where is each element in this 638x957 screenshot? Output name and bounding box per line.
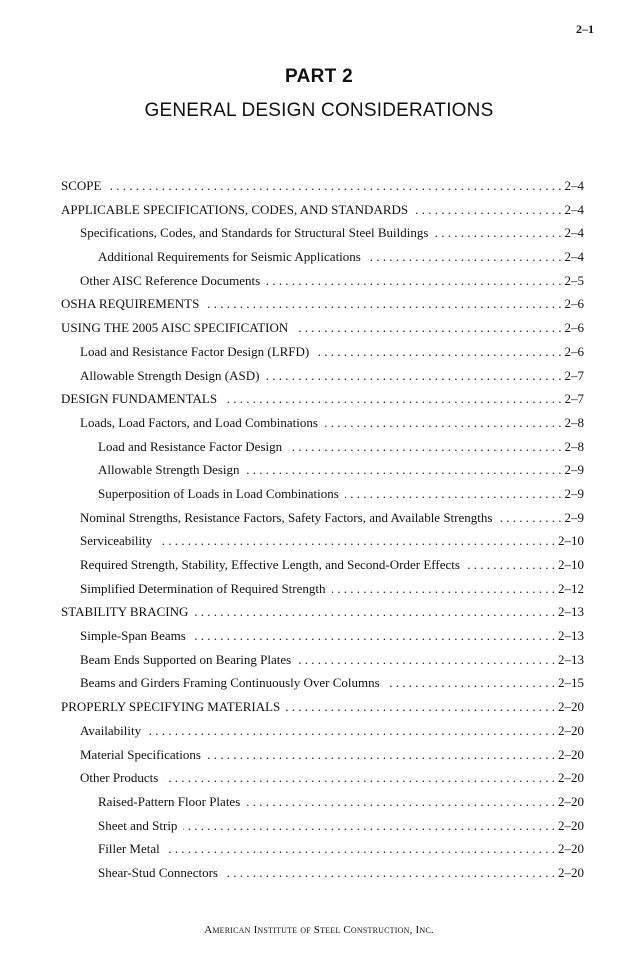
toc-entry-title: Superposition of Loads in Load Combinations (98, 485, 339, 501)
toc-entry[interactable] (61, 415, 584, 439)
dot-leader (324, 415, 562, 431)
toc-entry[interactable] (61, 202, 584, 226)
toc-entry[interactable] (61, 723, 584, 747)
toc-entry-page: 2–20 (558, 746, 584, 762)
toc-entry-title: SCOPE (61, 178, 102, 193)
toc-entry[interactable] (61, 462, 584, 486)
dot-leader (164, 770, 555, 786)
toc-entry[interactable] (61, 747, 584, 771)
toc-entry-page: 2–13 (558, 604, 584, 620)
dot-leader (205, 296, 561, 312)
toc-entry[interactable] (61, 675, 584, 699)
toc-entry[interactable] (61, 533, 584, 557)
toc-entry-page: 2–20 (558, 864, 584, 880)
toc-entry-title: OSHA REQUIREMENTS (61, 296, 200, 312)
part-label: PART 2 (285, 66, 353, 87)
toc-entry-page: 2–20 (558, 817, 584, 833)
toc-entry[interactable] (61, 581, 584, 605)
toc-entry-page: 2–6 (564, 296, 584, 312)
toc-entry-page: 2–4 (564, 249, 584, 265)
dot-leader (345, 486, 562, 502)
toc-entry-title: Loads, Load Factors, and Load Combinations (80, 414, 318, 430)
toc-entry[interactable] (61, 486, 584, 510)
toc-entry-page: 2–9 (564, 509, 584, 525)
page-number: 2–1 (576, 22, 594, 36)
toc-entry-page: 2–10 (558, 557, 584, 572)
dot-leader (192, 628, 555, 644)
toc-entry-title: Serviceability (80, 533, 153, 549)
toc-entry-page: 2–5 (564, 272, 584, 288)
toc-entry-page: 2–12 (558, 580, 584, 596)
toc-entry-page: 2–9 (564, 462, 584, 478)
dot-leader (246, 462, 562, 478)
toc-entry-title: Allowable Strength Design (ASD) (80, 367, 260, 383)
toc-entry-title: Specifications, Codes, and Standards for Structural Steel Buildings (80, 225, 429, 241)
dot-leader (265, 368, 561, 384)
toc-entry-title: Nominal Strengths, Resistance Factors, Safety Factors, and Available Strengths (80, 509, 493, 525)
toc-entry-title: Raised-Pattern Floor Plates (98, 793, 241, 809)
toc-entry-page: 2–20 (558, 699, 584, 715)
part-title: GENERAL DESIGN CONSIDERATIONS (144, 100, 494, 121)
toc-entry-title: Other AISC Reference Documents (80, 272, 261, 288)
toc-entry-page: 2–7 (564, 391, 584, 407)
toc-entry-title: Shear-Stud Connectors (98, 864, 218, 880)
toc-entry[interactable] (61, 368, 584, 392)
toc-entry-page: 2–20 (558, 770, 584, 786)
toc-entry[interactable] (61, 273, 584, 297)
toc-entry-title: Other Products (80, 770, 159, 786)
toc-entry-title: Material Specifications (80, 746, 201, 762)
toc-entry-page: 2–4 (564, 225, 584, 241)
toc-entry-page: 2–8 (564, 438, 584, 454)
toc-entry[interactable] (61, 344, 584, 368)
toc-entry[interactable] (61, 841, 584, 865)
dot-leader (386, 675, 555, 691)
toc-entry-title: STABILITY BRACING (61, 604, 189, 620)
dot-leader (315, 344, 561, 360)
toc-entry[interactable] (61, 439, 584, 463)
toc-entry[interactable] (61, 699, 584, 723)
toc-entry[interactable] (61, 296, 584, 320)
toc-entry-page: 2–10 (558, 533, 584, 549)
dot-leader (246, 794, 555, 810)
toc-entry[interactable] (61, 652, 584, 676)
dot-leader (288, 439, 561, 455)
toc-entry-page: 2–20 (558, 793, 584, 809)
dot-leader (332, 581, 555, 597)
toc-entry-page: 2–20 (558, 841, 584, 857)
toc-entry[interactable] (61, 510, 584, 534)
toc-entry-title: USING THE 2005 AISC SPECIFICATION (61, 320, 289, 336)
toc-entry[interactable] (61, 225, 584, 249)
dot-leader (414, 202, 561, 218)
toc-entry-title: Simplified Determination of Required Strength (80, 580, 326, 596)
toc-entry[interactable] (61, 628, 584, 652)
dot-leader (266, 273, 561, 289)
toc-entry-title: Filler Metal (98, 841, 160, 857)
toc-entry[interactable] (61, 557, 584, 581)
toc-entry-title: Required Strength, Stability, Effective Length, and Second-Order Effects (80, 557, 460, 572)
toc-entry-page: 2–9 (564, 485, 584, 501)
toc-entry[interactable] (61, 320, 584, 344)
toc-entry-page: 2–7 (564, 367, 584, 383)
dot-leader (158, 533, 555, 549)
toc-entry[interactable] (61, 604, 584, 628)
page-footer (0, 924, 638, 936)
toc-entry-title: Simple-Span Beams (80, 628, 186, 644)
toc-entry[interactable] (61, 770, 584, 794)
toc-entry-page: 2–20 (558, 722, 584, 738)
toc-entry-page: 2–6 (564, 343, 584, 359)
toc-entry[interactable] (61, 794, 584, 818)
dot-leader (286, 699, 555, 715)
toc-entry-title: Load and Resistance Factor Design (LRFD) (80, 343, 310, 359)
dot-leader (194, 604, 555, 620)
toc-entry-title: Additional Requirements for Seismic Applications (98, 249, 361, 265)
dot-leader (498, 510, 561, 526)
toc-entry-page: 2–13 (558, 628, 584, 644)
footer-publisher: American Institute of Steel Construction, Inc. (204, 924, 434, 936)
dot-leader (294, 320, 561, 336)
toc-entry-title: Availability (80, 722, 142, 738)
toc-entry-page: 2–13 (558, 651, 584, 667)
dot-leader (207, 747, 555, 763)
dot-leader (223, 391, 561, 407)
toc-entry-title: Sheet and Strip (98, 817, 178, 833)
toc-entry[interactable] (61, 865, 584, 889)
toc-entry-page: 2–15 (558, 675, 584, 691)
dot-leader (166, 841, 555, 857)
dot-leader (466, 557, 555, 573)
toc-entry[interactable] (61, 249, 584, 273)
toc-entry-title: DESIGN FUNDAMENTALS (61, 391, 218, 407)
toc-entry-title: Beams and Girders Framing Continuously Over Columns (80, 675, 380, 691)
toc-entry[interactable] (61, 391, 584, 415)
toc-entry-title: APPLICABLE SPECIFICATIONS, CODES, AND STANDARDS (61, 201, 409, 217)
toc-entry-title: Beam Ends Supported on Bearing Plates (80, 651, 292, 667)
toc-entry[interactable] (61, 818, 584, 842)
toc-entry-page: 2–8 (564, 414, 584, 430)
dot-leader (224, 865, 555, 881)
dot-leader (297, 652, 555, 668)
dot-leader (367, 249, 562, 265)
table-of-contents (61, 178, 584, 889)
toc-entry-title: Load and Resistance Factor Design (98, 438, 283, 454)
toc-entry-page: 2–6 (564, 320, 584, 336)
toc-entry[interactable] (61, 178, 584, 202)
dot-leader (147, 723, 555, 739)
toc-entry-title: PROPERLY SPECIFYING MATERIALS (61, 699, 281, 715)
toc-entry-page: 2–4 (564, 178, 584, 193)
dot-leader (107, 178, 561, 194)
toc-entry-page: 2–4 (564, 201, 584, 217)
dot-leader (434, 225, 561, 241)
dot-leader (183, 818, 555, 834)
toc-entry-title: Allowable Strength Design (98, 462, 240, 478)
